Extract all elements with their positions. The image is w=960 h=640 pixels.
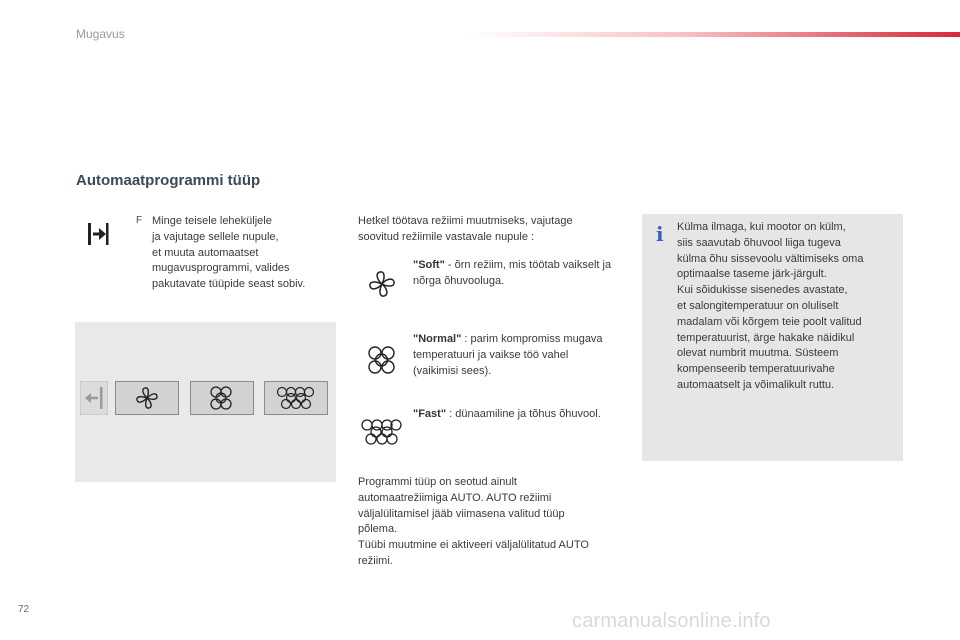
- mode-button-fast[interactable]: [264, 381, 328, 415]
- menu-arrow-icon: [86, 222, 110, 246]
- mode-fast-text: "Fast" : dünaamiline ja tõhus õhuvool.: [413, 408, 601, 420]
- mode-normal-text: "Normal" : parim kompromiss mugava temperatuuri ja vaikse töö vahel (vaikimisi sees).: [413, 333, 603, 377]
- section-title: Automaatprogrammi tüüp: [76, 172, 261, 189]
- fan-fast-icon: [272, 384, 320, 412]
- header-title: Mugavus: [76, 27, 125, 41]
- screen-panel: [75, 322, 336, 482]
- mode-soft-text: "Soft" - õrn režiim, mis töötab vaikselt ja nõrga õhuvooluga.: [413, 259, 612, 287]
- mode-button-normal[interactable]: [190, 381, 254, 415]
- back-arrow-icon[interactable]: [80, 381, 108, 415]
- instruction-text: Minge teisele leheküljele ja vajutage sellele nupule, et muuta automaatset mugavusprogrammi, valides pakutavate tüüpide seast sobiv.: [152, 215, 306, 291]
- bullet-marker: F: [136, 215, 143, 226]
- header-accent-bar: [470, 32, 960, 37]
- fan-normal-icon: [202, 384, 242, 412]
- info-icon: i: [656, 222, 664, 246]
- fan-soft-icon: [366, 268, 398, 300]
- mode-intro-text: Hetkel töötava režiimi muutmiseks, vajutage soovitud režiimile vastavale nupule :: [358, 215, 573, 243]
- watermark: carmanualsonline.info: [572, 610, 771, 632]
- info-text: Külma ilmaga, kui mootor on külm, siis saavutab õhuvool liiga tugeva külma õhu sissevoolu vältimiseks oma optimaalse taseme järk-järgult. Kui sõidukisse sisenedes avastate, et salongitemperatuur on oluliselt madalam või kõrgem teie poolt valitud temperatuurist, ärge hakake näidikul olevat numbrit muutma. Süsteem kompenseerib temperatuurivahe automaatselt ja võimalikult ruttu.: [677, 221, 864, 391]
- auto-mode-note: Programmi tüüp on seotud ainult automaatrežiimiga AUTO. AUTO režiimi väljalülitamisel jääb viimasena valitud tüüp põlema. Tüübi muutmine ei aktiveeri väljalülitatud AUTO režiimi.: [358, 476, 589, 567]
- fan-normal-icon: [364, 344, 400, 376]
- fan-fast-icon: [360, 416, 402, 448]
- page-number: 72: [18, 604, 30, 615]
- mode-button-soft[interactable]: [115, 381, 179, 415]
- info-box: [642, 214, 903, 461]
- fan-soft-icon: [127, 384, 167, 412]
